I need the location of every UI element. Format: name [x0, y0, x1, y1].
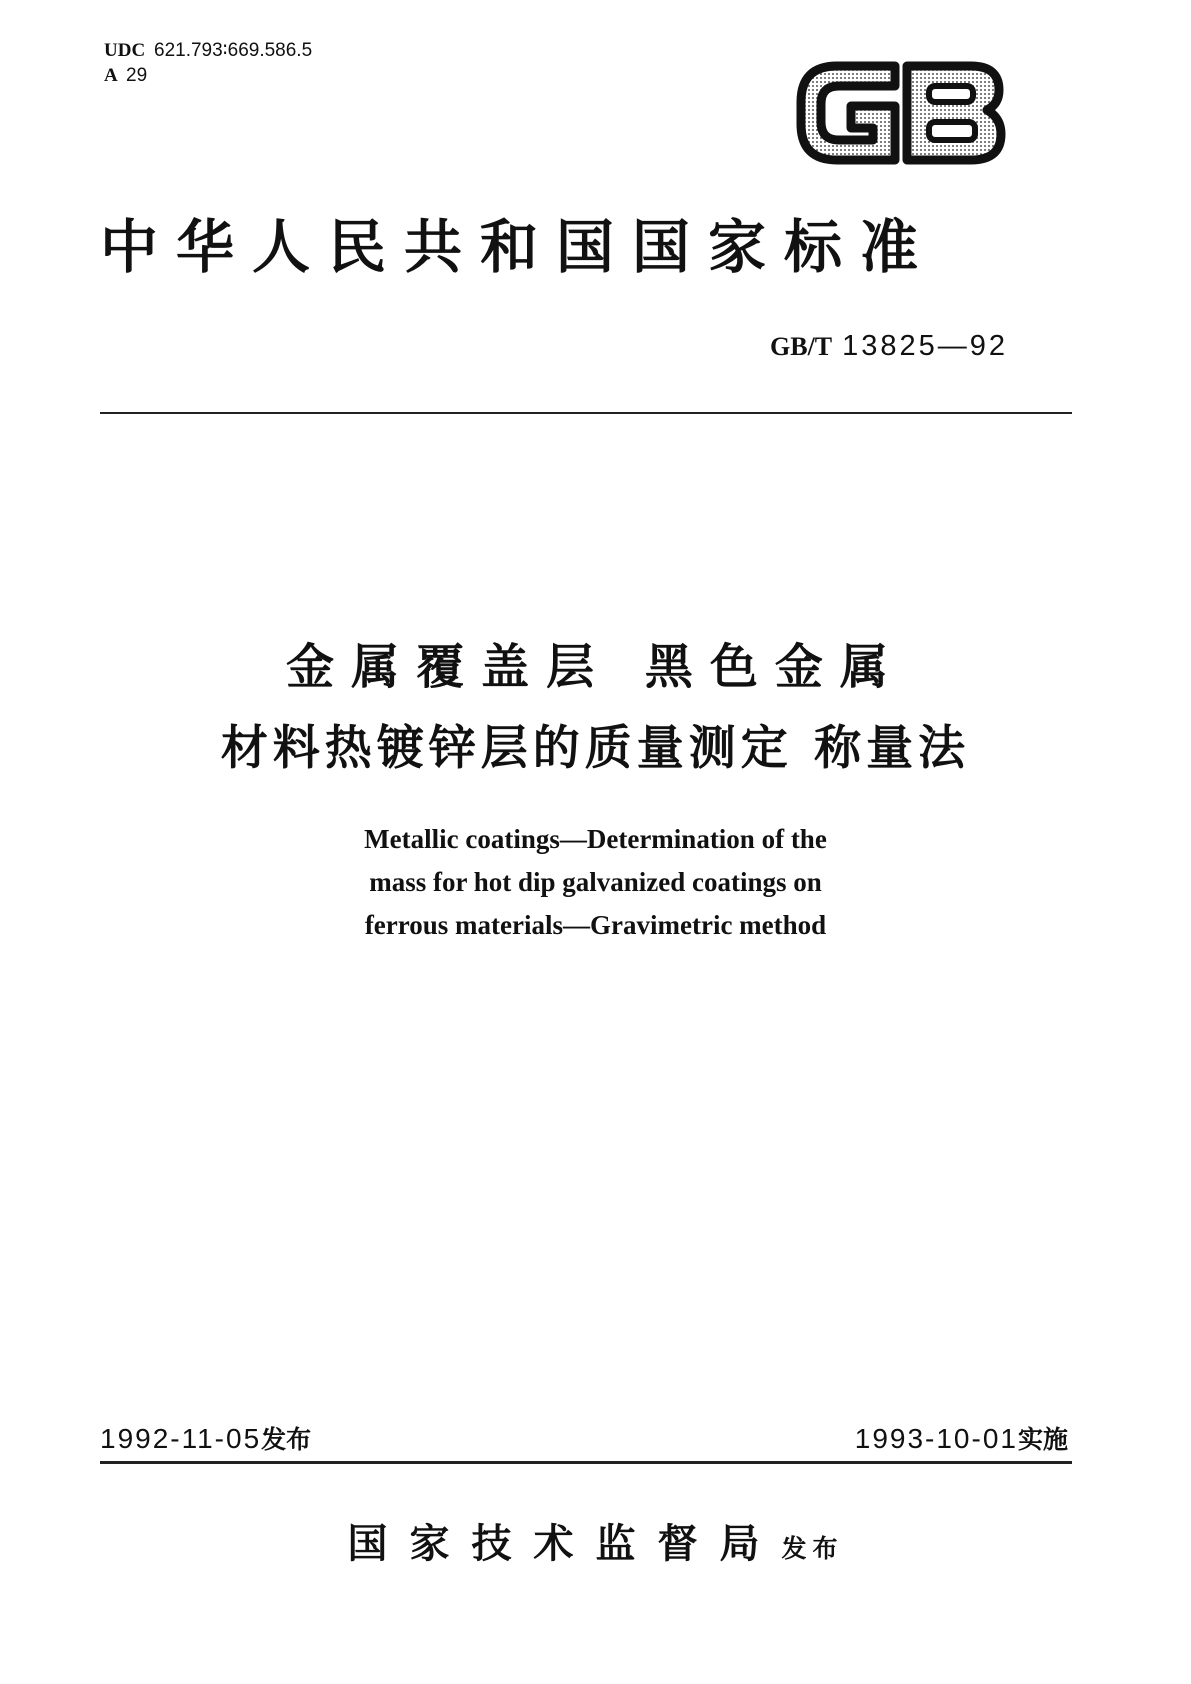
- issue-date-value: 1992-11-05: [100, 1423, 262, 1454]
- udc-value: 621.793∶669.586.5: [154, 40, 313, 61]
- classification-block: [104, 38, 312, 88]
- standard-title: 中华人民共和国国家标准: [100, 213, 937, 281]
- en-title-line-1: Metallic coatings—Determination of the: [364, 824, 827, 854]
- class-line: [104, 63, 312, 88]
- publisher-org: 国家技术监督局: [347, 1521, 782, 1567]
- class-value: 29: [126, 65, 148, 86]
- issue-date-label: 发布: [261, 1425, 312, 1454]
- implementation-date: [855, 1420, 1068, 1456]
- udc-label: UDC: [104, 40, 146, 61]
- issue-date: [100, 1420, 311, 1456]
- en-title-line-2: mass for hot dip galvanized coatings on: [369, 867, 822, 897]
- udc-line: [104, 38, 312, 63]
- standard-code-number: 13825—92: [842, 330, 1009, 362]
- cn-title-line-2: 材料热镀锌层的质量测定 称量法: [220, 721, 971, 776]
- implementation-date-value: 1993-10-01: [854, 1423, 1018, 1454]
- publisher: [100, 1512, 1091, 1569]
- top-divider: [100, 412, 1072, 414]
- gb-logo-icon: [795, 52, 1007, 174]
- bottom-divider: [100, 1461, 1072, 1464]
- en-title-line-3: ferrous materials—Gravimetric method: [364, 910, 827, 940]
- implementation-date-label: 实施: [1017, 1425, 1068, 1454]
- publisher-action: 发布: [781, 1534, 844, 1563]
- class-label: A: [104, 65, 118, 86]
- standard-code-prefix: GB/T: [770, 332, 833, 361]
- standard-code: [770, 330, 1008, 363]
- cn-title-line-1: 金属覆盖层 黑色金属: [286, 639, 905, 695]
